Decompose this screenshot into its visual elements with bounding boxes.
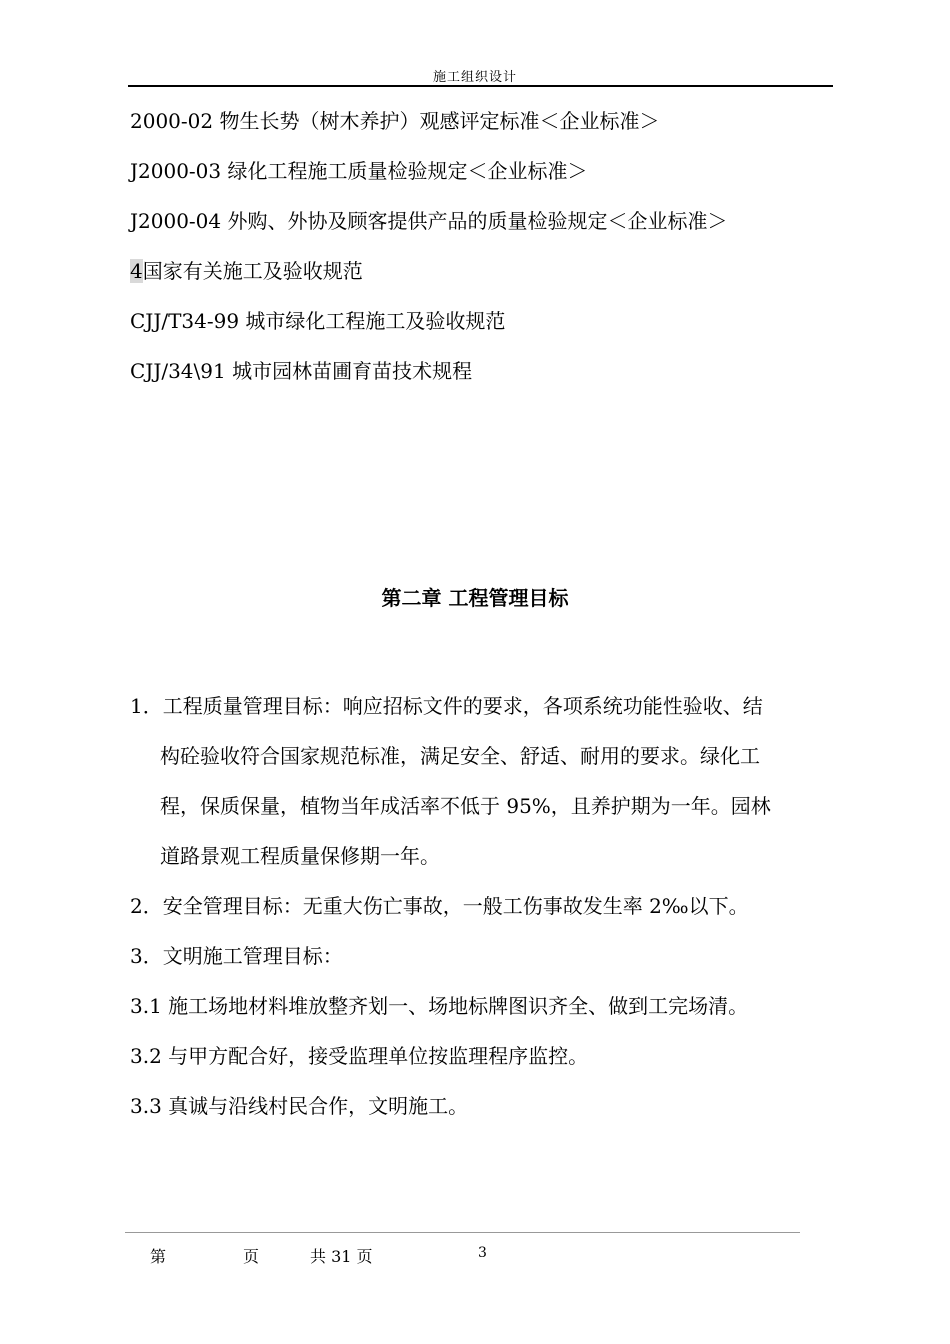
standard-line-3: J2000-04 外购、外协及顾客提供产品的质量检验规定＜企业标准＞	[130, 209, 728, 233]
standard-line-2: J2000-03 绿化工程施工质量检验规定＜企业标准＞	[130, 159, 588, 183]
section-heading-4	[130, 255, 363, 284]
goal-1-line-3: 程，保质保量，植物当年成活率不低于 95%，且养护期为一年。园林	[160, 794, 771, 818]
standard-line-1: 2000-02 物生长势（树木养护）观感评定标准＜企业标准＞	[130, 109, 660, 133]
goal-1-line-2: 构砼验收符合国家规范标准，满足安全、舒适、耐用的要求。绿化工	[160, 744, 760, 768]
footer-total-pages: 共 31 页	[310, 1247, 373, 1266]
header-title: 施工组织设计	[432, 70, 517, 85]
goal-3-1: 3.1 施工场地材料堆放整齐划一、场地标牌图识齐全、做到工完场清。	[130, 994, 749, 1018]
section-title: 国家有关施工及验收规范	[142, 259, 363, 283]
code-line-1: CJJ/T34-99 城市绿化工程施工及验收规范	[130, 309, 506, 333]
code-line-2: CJJ/34\91 城市园林苗圃育苗技术规程	[130, 359, 473, 383]
chapter-title: 第二章 工程管理目标	[381, 586, 569, 610]
goal-1-line-4: 道路景观工程质量保修期一年。	[160, 844, 440, 868]
goal-3-2: 3.2 与甲方配合好，接受监理单位按监理程序监控。	[130, 1044, 589, 1068]
goal-3: 3．文明施工管理目标：	[130, 944, 343, 968]
goal-1-line-1: 1．工程质量管理目标：响应招标文件的要求，各项系统功能性验收、结	[130, 694, 763, 718]
goal-2: 2．安全管理目标：无重大伤亡事故，一般工伤事故发生率 2‰以下。	[130, 894, 749, 918]
footer-page-unit: 页	[243, 1247, 260, 1266]
footer-page-number: 3	[478, 1245, 487, 1261]
section-number: 4	[130, 259, 143, 283]
goal-3-3: 3.3 真诚与沿线村民合作，文明施工。	[130, 1094, 469, 1118]
goals-section	[130, 690, 835, 1140]
footer-page-label: 第	[150, 1247, 167, 1266]
header-rule	[128, 85, 833, 87]
footer-rule	[125, 1232, 800, 1233]
